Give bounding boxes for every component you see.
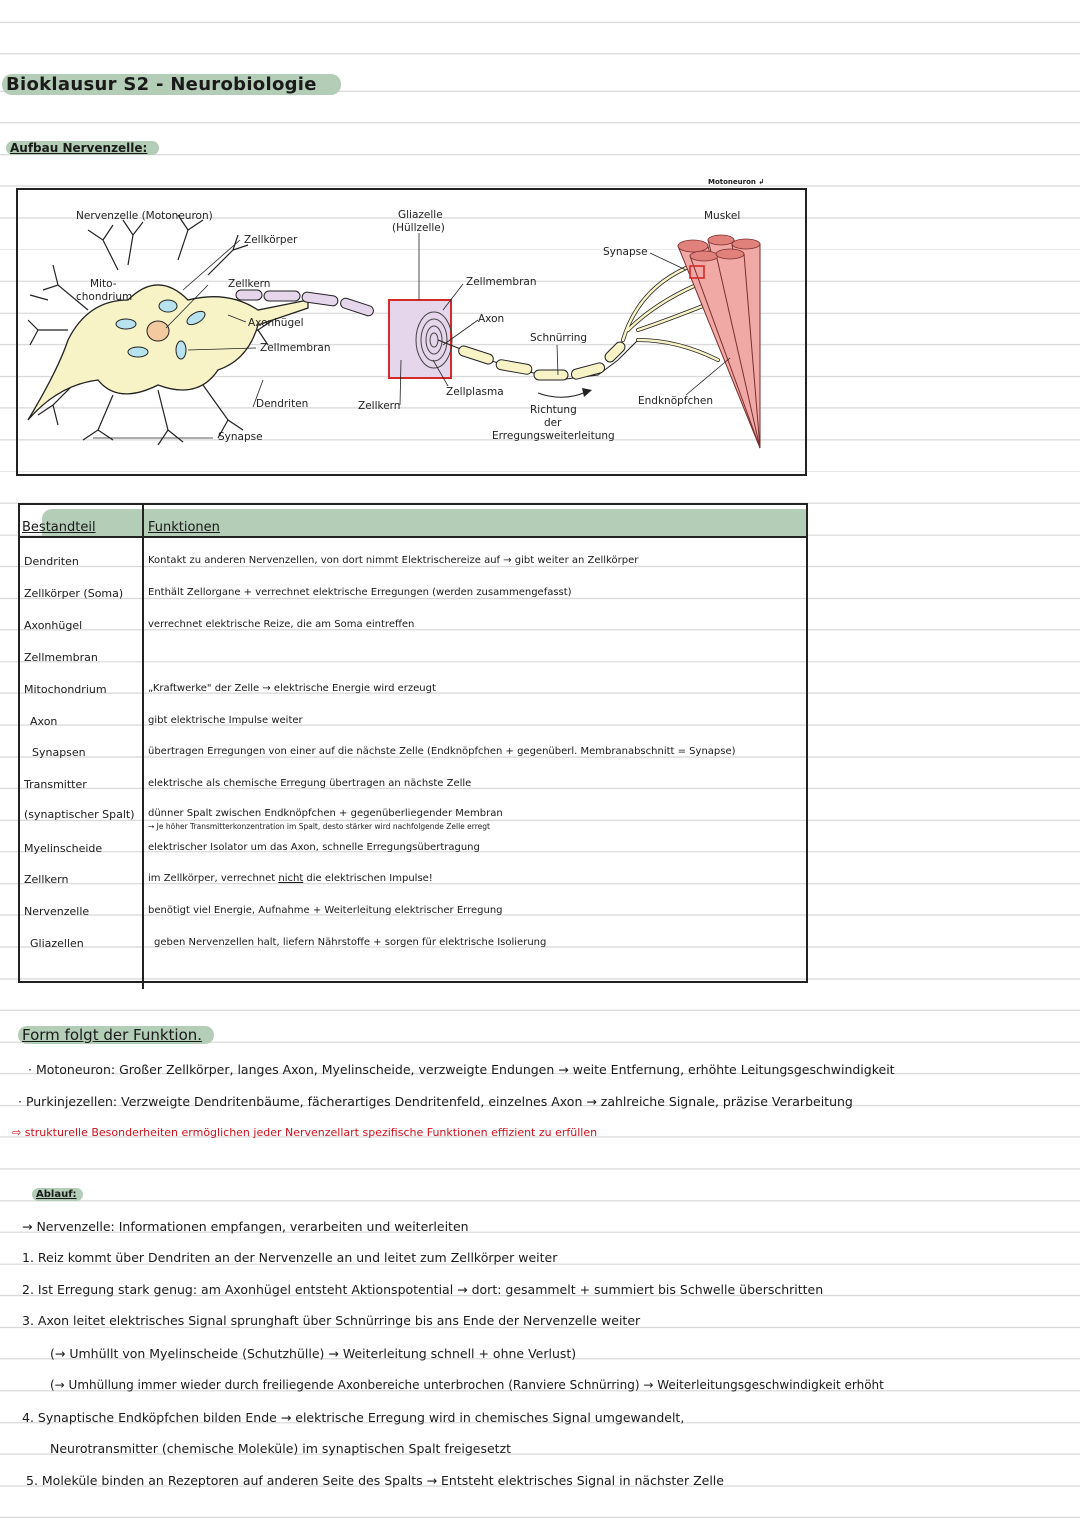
label-mitochondrium-1: Mito-: [90, 278, 117, 290]
label-zellkern-glia: Zellkern: [358, 400, 401, 412]
ablauf-step: 2. Ist Erregung stark genug: am Axonhügel entsteht Aktionspotential → dort: gesammelt + summiert bis Schwelle überschritten: [22, 1282, 824, 1297]
page-title-text: Bioklausur S2 - Neurobiologie: [2, 74, 341, 95]
table-row: Synapsen übertragen Erregungen von einer auf die nächste Zelle (Endknöpfchen + gegenüberl. Membranabschnitt = Synapse): [32, 746, 736, 759]
section-heading-ablauf: Ablauf:: [32, 1189, 83, 1200]
page-title: [2, 74, 341, 95]
table-row: Zellmembran: [24, 651, 98, 664]
label-erregungsweiterleitung: Erregungsweiterleitung: [492, 430, 615, 442]
ablauf-step: 3. Axon leitet elektrisches Signal sprunghaft über Schnürringe bis ans Ende der Nervenzelle weiter: [22, 1313, 641, 1328]
form-conclusion: ⇨ strukturelle Besonderheiten ermöglichen jeder Nervenzellart spezifische Funktionen effizient zu erfüllen: [12, 1126, 598, 1139]
arrow-icon: ↲: [758, 178, 765, 186]
label-zellmembran-soma: Zellmembran: [260, 342, 331, 354]
label-zellkern-soma: Zellkern: [228, 278, 271, 290]
header-bestandteil: Bestandteil: [22, 520, 96, 535]
label-muskel: Muskel: [704, 210, 741, 222]
label-zellmembran-glia: Zellmembran: [466, 276, 537, 288]
table-row: Mitochondrium „Kraftwerke" der Zelle → elektrische Energie wird erzeugt: [24, 683, 436, 696]
label-axon: Axon: [478, 313, 505, 325]
label-gliazelle: Gliazelle: [398, 209, 443, 221]
function-table: [18, 503, 808, 983]
table-row: Transmitter elektrische als chemische Erregung übertragen an nächste Zelle: [24, 778, 472, 791]
label-richtung: Richtung: [530, 404, 577, 416]
table-header: [20, 505, 806, 537]
table-row: Myelinscheide elektrischer Isolator um das Axon, schnelle Erregungsübertragung: [24, 842, 480, 855]
label-dendriten: Dendriten: [256, 398, 309, 410]
section-heading-text: Aufbau Nervenzelle:: [6, 141, 159, 155]
arrow-right-icon: ⇨: [12, 1126, 22, 1139]
section-heading-aufbau: [6, 141, 159, 155]
section-heading-form: Form folgt der Funktion.: [18, 1026, 214, 1044]
table-row: Zellkern im Zellkörper, verrechnet nicht die elektrischen Impulse!: [24, 873, 433, 886]
form-item-motoneuron: · Motoneuron: Großer Zellkörper, langes Axon, Myelinscheide, verzweigte Endungen → weite Entfernung, erhöhte Leitungsgeschwindigkeit: [28, 1062, 895, 1077]
table-row: (synaptischer Spalt) dünner Spalt zwischen Endknöpfchen + gegenüberliegender Membran → Je höher Transmitterkonzentration im Spalt, desto stärker wird nachfolgende Zelle erregt: [24, 808, 503, 831]
table-note: → Je höher Transmitterkonzentration im Spalt, desto stärker wird nachfolgende Zelle erregt: [148, 822, 490, 831]
ablauf-step: 4. Synaptische Endköpfchen bilden Ende → elektrische Erregung wird in chemisches Signal umgewandelt,: [22, 1410, 685, 1425]
ablauf-substep: (→ Umhüllt von Myelinscheide (Schutzhülle) → Weiterleitung schnell + ohne Verlust): [50, 1346, 577, 1361]
ablauf-step: 5. Moleküle binden an Rezeptoren auf anderen Seite des Spalts → Entsteht elektrisches Signal in nächster Zelle: [26, 1473, 724, 1488]
label-huellzelle: (Hüllzelle): [392, 222, 445, 234]
table-row: Nervenzelle benötigt viel Energie, Aufnahme + Weiterleitung elektrischer Erregung: [24, 905, 503, 918]
neuron-diagram: [16, 188, 807, 476]
label-mitochondrium-2: chondrium: [76, 291, 133, 303]
table-row: Axon gibt elektrische Impulse weiter: [30, 715, 303, 728]
label-neuron: Nervenzelle (Motoneuron): [76, 210, 213, 222]
label-synapse-muscle: Synapse: [603, 246, 648, 258]
form-item-purkinje: · Purkinjezellen: Verzweigte Dendritenbäume, fächerartiges Dendritenfeld, einzelnes Axon → zahlreiche Signale, präzise Verarbeitung: [18, 1094, 853, 1109]
table-row: Zellkörper (Soma) Enthält Zellorgane + verrechnet elektrische Erregungen (werden zusammengefasst): [24, 587, 572, 600]
label-zellplasma: Zellplasma: [446, 386, 504, 398]
ablauf-step-continued: Neurotransmitter (chemische Moleküle) im synaptischen Spalt freigesetzt: [50, 1441, 512, 1456]
label-zellkoerper: Zellkörper: [244, 234, 298, 246]
motoneuron-annotation: Motoneuron ↲: [708, 178, 765, 186]
label-der: der: [544, 417, 562, 429]
table-row: Axonhügel verrechnet elektrische Reize, die am Soma eintreffen: [24, 619, 415, 632]
table-row: Gliazellen geben Nervenzellen halt, liefern Nährstoffe + sorgen für elektrische Isolierung: [30, 937, 547, 950]
table-row: Dendriten Kontakt zu anderen Nervenzellen, von dort nimmt Elektrischereize auf → gibt weiter an Zellkörper: [24, 555, 639, 568]
header-funktionen: Funktionen: [148, 520, 220, 535]
label-synapse-soma: Synapse: [218, 431, 263, 443]
label-axonhuegel: Axonhügel: [248, 317, 304, 329]
ablauf-intro: → Nervenzelle: Informationen empfangen, verarbeiten und weiterleiten: [22, 1219, 469, 1234]
label-endknoepfchen: Endknöpfchen: [638, 395, 714, 407]
ablauf-substep: (→ Umhüllung immer wieder durch freiliegende Axonbereiche unterbrochen (Ranviere Schnürring) → Weiterleitungsgeschwindigkeit erhöht: [50, 1378, 884, 1392]
label-schnuerring: Schnürring: [530, 332, 588, 344]
ablauf-step: 1. Reiz kommt über Dendriten an der Nervenzelle an und leitet zum Zellkörper weiter: [22, 1250, 558, 1265]
